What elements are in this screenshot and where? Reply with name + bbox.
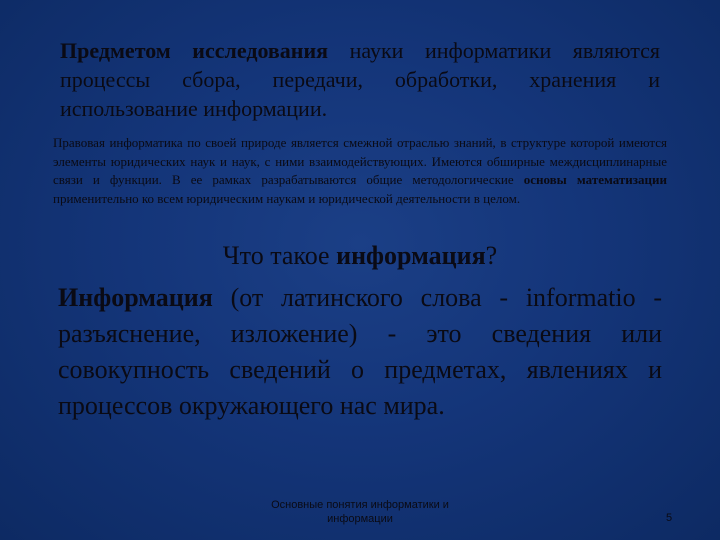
legal-bold-term: основы математизации: [523, 172, 667, 187]
footer-line-1: Основные понятия информатики и: [271, 499, 449, 511]
subject-text: науки информатики являются процессы сбора, передачи, обработки, хранения и использование информации.: [60, 38, 660, 121]
page-number: 5: [666, 512, 673, 524]
question-after: ?: [485, 241, 498, 270]
footer-line-2: информации: [327, 513, 393, 525]
question-before: Что такое: [222, 241, 337, 270]
subject-paragraph: [60, 36, 660, 123]
subject-bold-term: Предметом исследования: [60, 38, 329, 63]
legal-text-part2: применительно ко всем юридическим наукам и юридической деятельности в целом.: [53, 190, 521, 206]
question-heading: [0, 240, 720, 272]
slide-footer: [255, 498, 465, 526]
question-bold-term: информация: [336, 241, 486, 270]
information-definition: [58, 280, 662, 424]
legal-informatics-paragraph: [53, 134, 667, 208]
definition-term: Информация: [58, 283, 213, 312]
definition-text: (от латинского слова - informatio - разъяснение, изложение) - это сведения или совокупность сведений о предметах, явлениях и процессов окружающего нас мира.: [58, 283, 662, 420]
legal-text-part1: Правовая информатика по своей природе является смежной отраслью знаний, в структуре которой имеются элементы юридических наук и наук, с ними взаимодействующих. Имеются обширные междисциплинарные связи и функции. В ее рамках разрабатываются общие методологические: [53, 135, 667, 187]
